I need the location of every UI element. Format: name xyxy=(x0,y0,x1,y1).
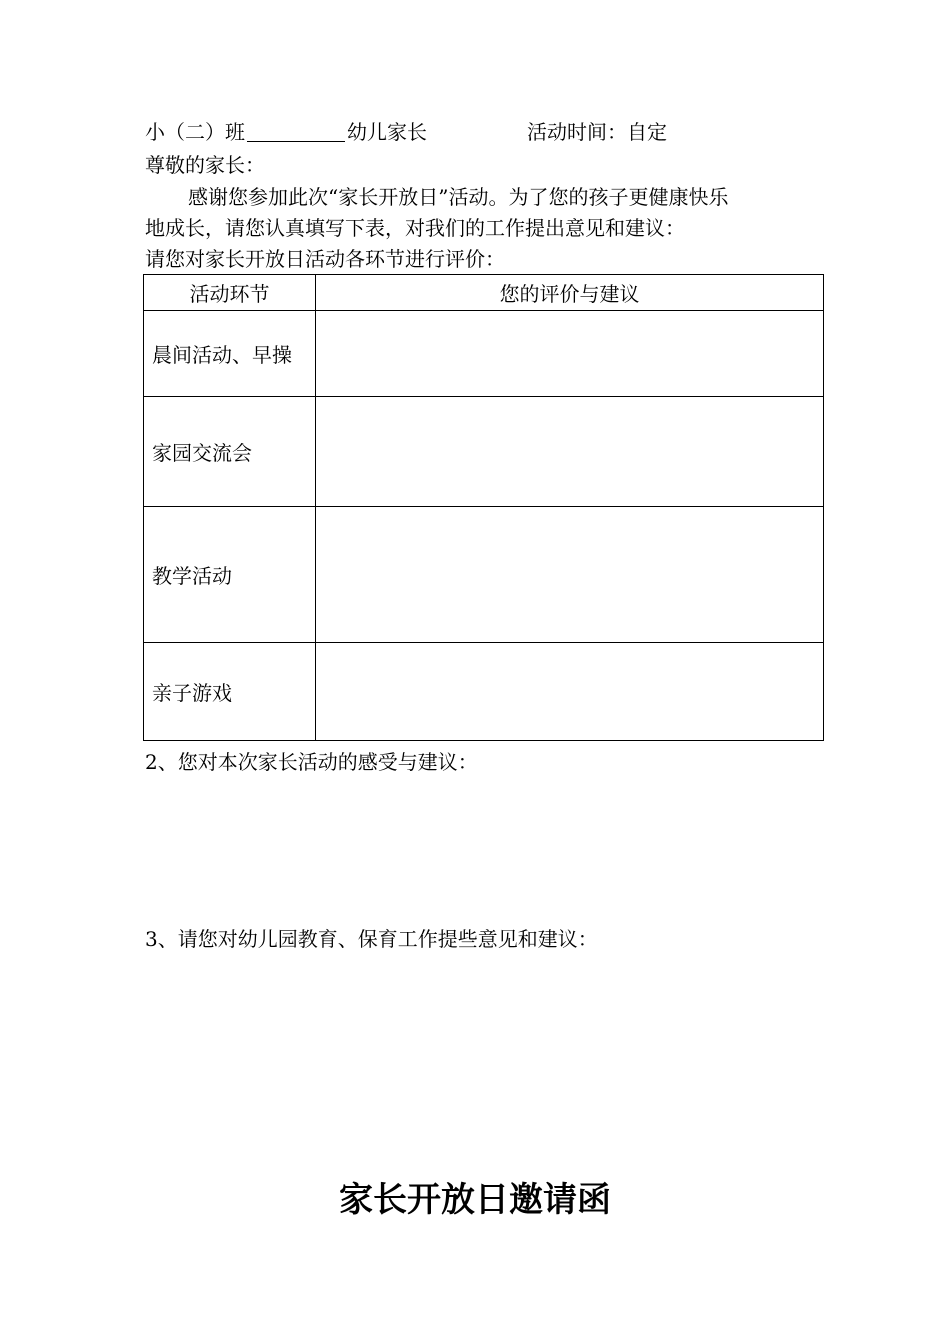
question-2: 2、您对本次家长活动的感受与建议： xyxy=(145,750,478,774)
row-item: 家园交流会 xyxy=(144,397,316,507)
header-line xyxy=(145,118,667,146)
class-name: 小（二）班 xyxy=(145,120,245,144)
row-comment-cell[interactable] xyxy=(316,643,824,741)
row-item: 晨间活动、早操 xyxy=(144,311,316,397)
table-row xyxy=(144,507,824,643)
greeting: 尊敬的家长： xyxy=(145,153,265,177)
table-row xyxy=(144,397,824,507)
question-3: 3、请您对幼儿园教育、保育工作提些意见和建议： xyxy=(145,927,598,951)
table-row xyxy=(144,643,824,741)
column-header-item: 活动环节 xyxy=(144,275,316,311)
row-comment-cell[interactable] xyxy=(316,311,824,397)
table-row xyxy=(144,311,824,397)
parent-label: 幼儿家长 xyxy=(347,120,427,144)
table-prompt: 请您对家长开放日活动各环节进行评价： xyxy=(145,247,505,271)
row-comment-cell[interactable] xyxy=(316,397,824,507)
intro-line-2: 地成长，请您认真填写下表，对我们的工作提出意见和建议： xyxy=(145,216,685,240)
invitation-title: 家长开放日邀请函 xyxy=(339,1180,611,1220)
activity-time: 活动时间：自定 xyxy=(527,120,667,144)
row-item: 亲子游戏 xyxy=(144,643,316,741)
row-comment-cell[interactable] xyxy=(316,507,824,643)
column-header-comment: 您的评价与建议 xyxy=(316,275,824,311)
child-name-blank[interactable] xyxy=(247,121,345,142)
table-header-row xyxy=(144,275,824,311)
intro-line-1: 感谢您参加此次“家长开放日”活动。为了您的孩子更健康快乐 xyxy=(188,185,729,209)
evaluation-table xyxy=(143,274,824,741)
row-item: 教学活动 xyxy=(144,507,316,643)
